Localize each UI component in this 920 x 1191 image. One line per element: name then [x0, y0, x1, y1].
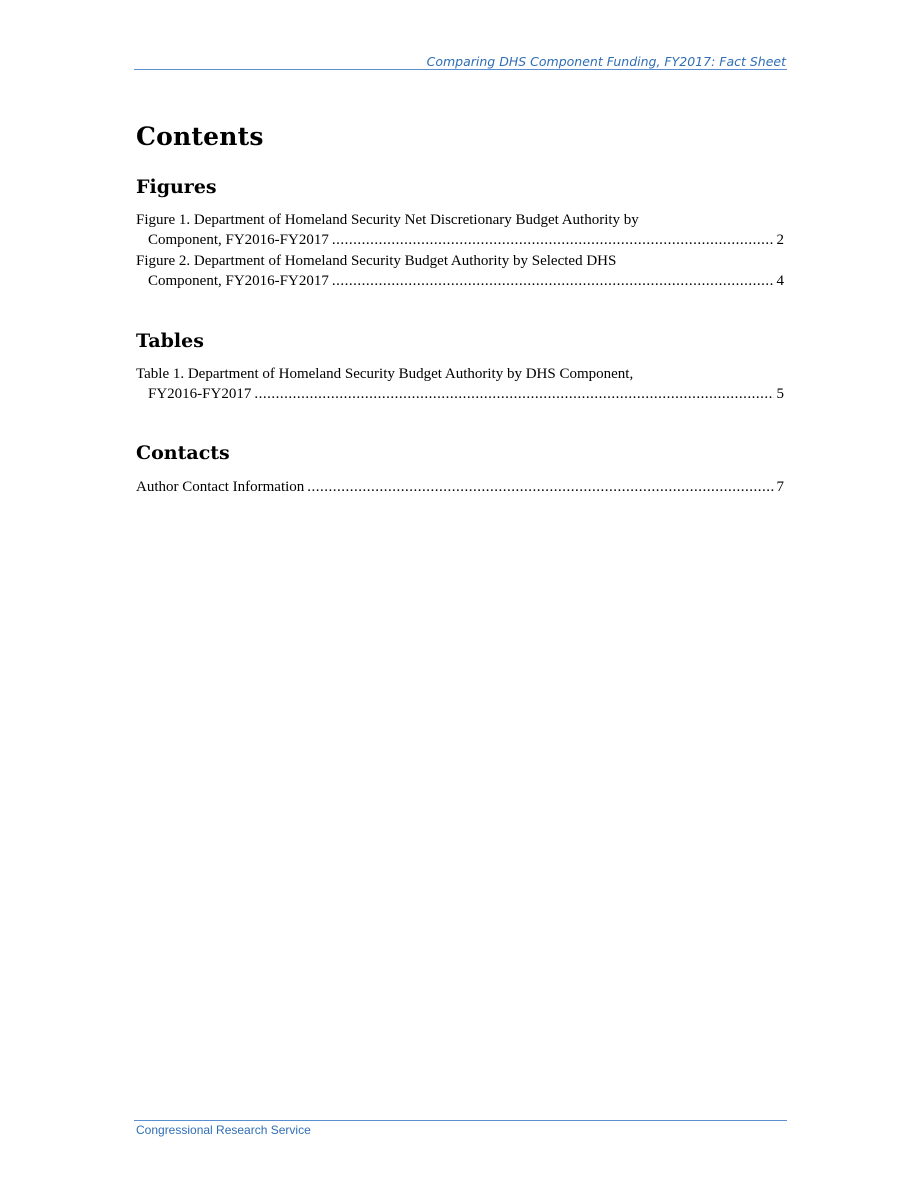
toc-entry-text: Table 1. Department of Homeland Security Budget Authority by DHS Component,	[136, 366, 634, 382]
toc-entry-table-1[interactable]	[136, 364, 784, 404]
figures-heading: Figures	[136, 176, 217, 198]
dot-leader	[307, 477, 773, 497]
header-rule	[134, 69, 787, 70]
dot-leader	[332, 271, 774, 291]
tables-heading: Tables	[136, 330, 204, 352]
contacts-heading: Contacts	[136, 442, 230, 464]
toc-entry-text: Figure 2. Department of Homeland Security Budget Authority by Selected DHS	[136, 253, 617, 269]
toc-entry-figure-1[interactable]	[136, 210, 784, 250]
toc-page-number: 7	[776, 479, 784, 495]
toc-entry-line	[136, 477, 784, 497]
toc-entry-author-contact[interactable]	[136, 477, 784, 497]
toc-page-number: 5	[776, 386, 784, 402]
toc-entry-continuation	[136, 271, 784, 291]
dot-leader	[254, 384, 773, 404]
toc-entry-text: Author Contact Information	[136, 479, 305, 495]
toc-page-number: 4	[776, 273, 784, 289]
toc-entry-text: Component, FY2016-FY2017	[148, 273, 329, 289]
toc-entry-text: Component, FY2016-FY2017	[148, 232, 329, 248]
footer-rule	[134, 1120, 787, 1121]
toc-entry-continuation	[136, 384, 784, 404]
toc-entry-continuation	[136, 230, 784, 250]
contents-title: Contents	[136, 122, 264, 151]
toc-entry-text: FY2016-FY2017	[148, 386, 252, 402]
dot-leader	[332, 230, 774, 250]
running-header-title: Comparing DHS Component Funding, FY2017: Fact Sheet	[426, 54, 786, 69]
toc-page-number: 2	[776, 232, 784, 248]
running-footer-organization: Congressional Research Service	[136, 1123, 311, 1137]
toc-entry-text: Figure 1. Department of Homeland Security Net Discretionary Budget Authority by	[136, 212, 639, 228]
toc-entry-figure-2[interactable]	[136, 251, 784, 291]
